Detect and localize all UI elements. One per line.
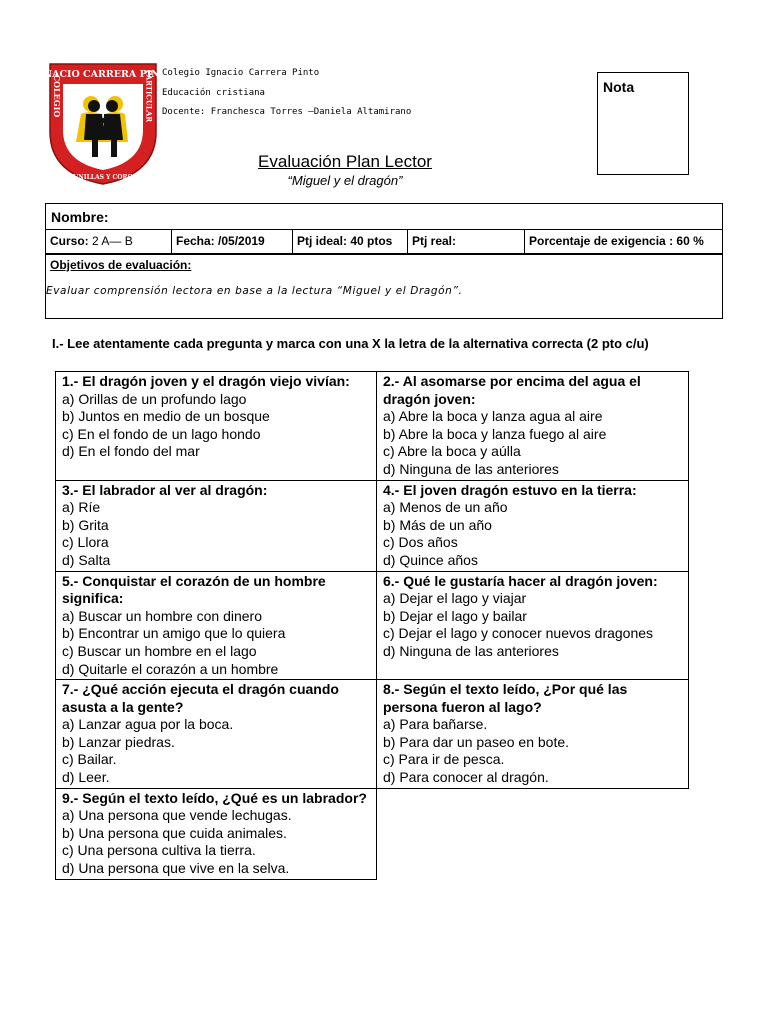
name-row[interactable] <box>46 204 722 230</box>
option-c[interactable]: c) Dejar el lago y conocer nuevos dragones <box>383 625 654 642</box>
student-info-box <box>45 203 723 319</box>
logo-left-text: COLEGIO <box>52 74 62 118</box>
option-d[interactable]: d) Ninguna de las anteriores <box>383 642 559 659</box>
question-2 <box>376 371 689 481</box>
school-name: Colegio Ignacio Carrera Pinto <box>162 68 320 78</box>
option-a[interactable]: a) Una persona que vende lechugas. <box>62 807 292 824</box>
date-label: Fecha: <box>176 234 215 248</box>
option-c[interactable]: c) Buscar un hombre en el lago <box>62 642 257 659</box>
real-score-cell[interactable] <box>408 230 525 253</box>
option-b[interactable]: b) Una persona que cuida animales. <box>62 824 287 841</box>
option-b[interactable]: b) Abre la boca y lanza fuego al aire <box>383 425 607 442</box>
option-b[interactable]: b) Encontrar un amigo que lo quiera <box>62 625 286 642</box>
grade-label: Nota <box>603 79 635 95</box>
objectives-text: Evaluar comprensión lectora en base a la lectura “Miguel y el Dragón”. <box>46 285 463 297</box>
question-text: 8.- Según el texto leído, ¿Por qué las persona fueron al lago? <box>383 681 628 715</box>
option-a[interactable]: a) Ríe <box>62 499 101 516</box>
question-text: 7.- ¿Qué acción ejecuta el dragón cuando asusta a la gente? <box>62 681 339 715</box>
empty-cell <box>376 788 688 879</box>
option-c[interactable]: c) Abre la boca y aúlla <box>383 443 521 460</box>
option-c[interactable]: c) Para ir de pesca. <box>383 751 505 768</box>
option-d[interactable]: d) Leer. <box>62 769 110 786</box>
question-1 <box>55 371 377 481</box>
question-text: 9.- Según el texto leído, ¿Qué es un labrador? <box>62 789 367 806</box>
option-c[interactable]: c) Llora <box>62 534 109 551</box>
question-text: 5.- Conquistar el corazón de un hombre significa: <box>62 572 326 607</box>
question-3 <box>55 480 377 572</box>
option-a[interactable]: a) Lanzar agua por la boca. <box>62 716 234 733</box>
question-text: 2.- Al asomarse por encima del agua el dragón joven: <box>383 373 641 407</box>
option-b[interactable]: b) Lanzar piedras. <box>62 733 175 750</box>
subject-name: Educación cristiana <box>162 87 265 98</box>
option-c[interactable]: c) Una persona cultiva la tierra. <box>62 842 256 859</box>
course-value: 2 A— B <box>88 234 133 248</box>
ideal-score-cell <box>293 230 408 253</box>
percentage: Porcentaje de exigencia : 60 % <box>529 234 704 248</box>
option-a[interactable]: a) Orillas de un profundo lago <box>62 390 247 407</box>
option-d[interactable]: d) Quince años <box>383 551 478 568</box>
option-b[interactable]: b) Para dar un paseo en bote. <box>383 733 570 750</box>
option-d[interactable]: d) Salta <box>62 551 111 568</box>
date-value: /05/2019 <box>214 234 265 248</box>
option-a[interactable]: a) Menos de un año <box>383 499 508 516</box>
real-score-label: Ptj real: <box>412 234 457 248</box>
option-d[interactable]: d) Ninguna de las anteriores <box>383 460 559 477</box>
teachers: Docente: Franchesca Torres –Daniela Altamirano <box>162 107 412 117</box>
option-a[interactable]: a) Para bañarse. <box>383 716 488 733</box>
course-cell <box>46 230 172 253</box>
question-text: 6.- Qué le gustaría hacer al dragón joven: <box>383 572 658 589</box>
details-row <box>46 230 722 255</box>
page-subtitle: “Miguel y el dragón” <box>287 173 403 188</box>
option-b[interactable]: b) Dejar el lago y bailar <box>383 607 527 624</box>
option-c[interactable]: c) Bailar. <box>62 751 117 768</box>
question-5 <box>55 571 377 681</box>
question-text: 1.- El dragón joven y el dragón viejo vivían: <box>62 373 350 389</box>
page-title: Evaluación Plan Lector <box>258 152 432 171</box>
logo-bottom-text: LAGUNILLAS Y CORONEL <box>59 174 147 181</box>
question-text: 3.- El labrador al ver al dragón: <box>62 481 268 498</box>
question-7 <box>55 679 377 789</box>
question-text: 4.- El joven dragón estuvo en la tierra: <box>383 481 637 498</box>
option-c[interactable]: c) En el fondo de un lago hondo <box>62 425 261 442</box>
ideal-score: Ptj ideal: 40 ptos <box>297 234 393 248</box>
logo-right-text: PARTICULAR <box>144 69 154 123</box>
objectives-label: Objetivos de evaluación: <box>50 258 192 272</box>
option-a[interactable]: a) Abre la boca y lanza agua al aire <box>383 408 603 425</box>
course-label: Curso: <box>50 234 89 248</box>
school-info <box>162 64 411 123</box>
date-cell[interactable] <box>172 230 293 253</box>
option-a[interactable]: a) Dejar el lago y viajar <box>383 590 527 607</box>
option-d[interactable]: d) Para conocer al dragón. <box>383 769 549 786</box>
questions-grid <box>55 371 688 879</box>
question-8 <box>376 679 689 789</box>
question-6 <box>376 571 689 681</box>
option-b[interactable]: b) Grita <box>62 516 109 533</box>
option-b[interactable]: b) Más de un año <box>383 516 492 533</box>
option-d[interactable]: d) Quitarle el corazón a un hombre <box>62 660 279 677</box>
instructions: I.- Lee atentamente cada pregunta y marca con una X la letra de la alternativa correcta (2 pto c/u) <box>52 336 649 351</box>
percentage-cell <box>525 230 721 253</box>
question-4 <box>376 480 689 572</box>
name-label: Nombre: <box>51 209 109 225</box>
question-9 <box>55 788 377 880</box>
option-d[interactable]: d) En el fondo del mar <box>62 443 200 460</box>
option-c[interactable]: c) Dos años <box>383 534 458 551</box>
option-d[interactable]: d) Una persona que vive en la selva. <box>62 860 290 877</box>
option-b[interactable]: b) Juntos en medio de un bosque <box>62 408 270 425</box>
logo-top-text: IGNACIO CARRERA PINTO <box>30 69 176 80</box>
option-a[interactable]: a) Buscar un hombre con dinero <box>62 607 262 624</box>
